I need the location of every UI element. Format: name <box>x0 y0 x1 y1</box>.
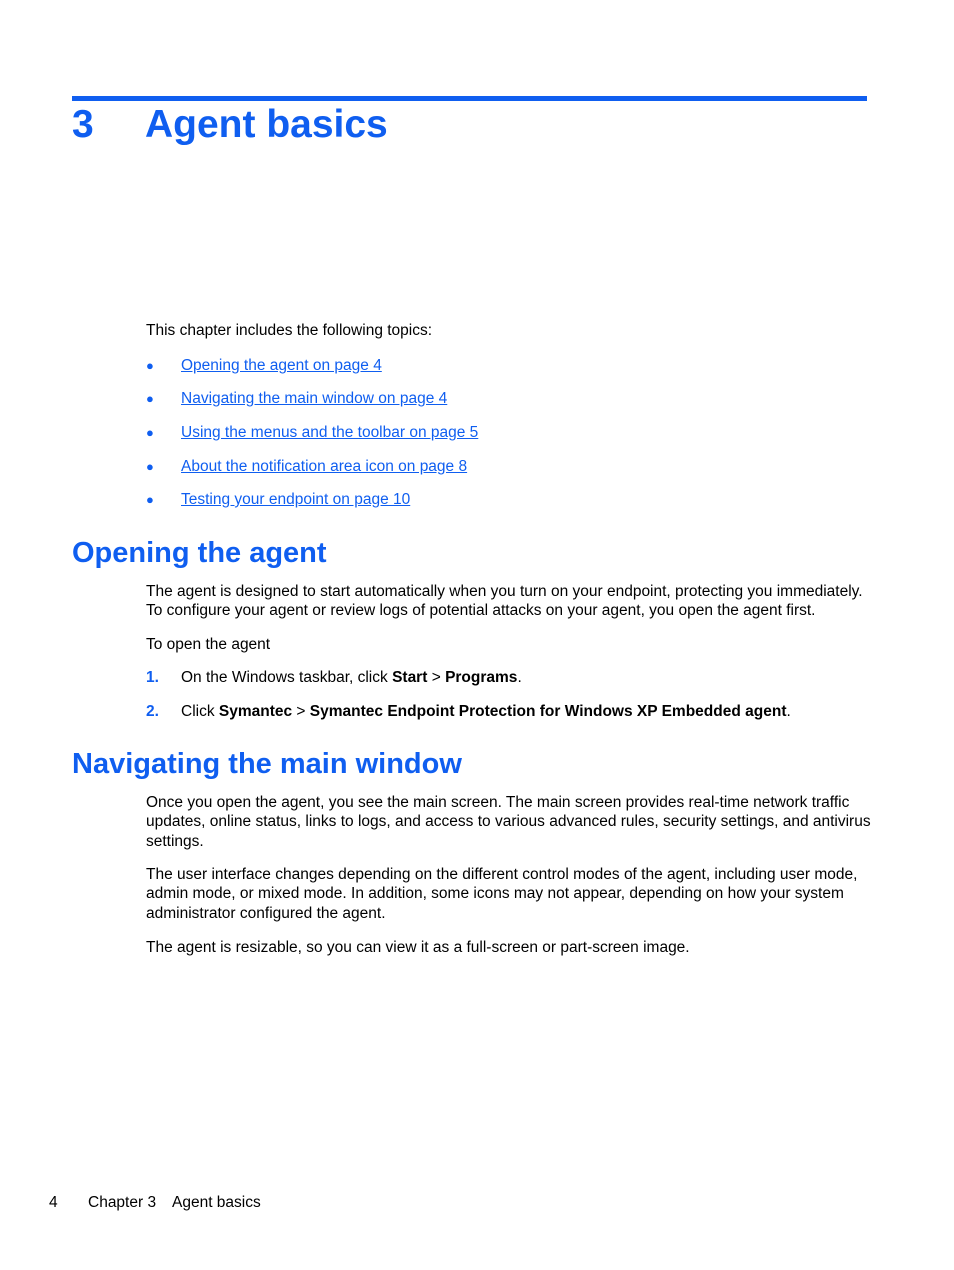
chapter-rule <box>72 96 867 101</box>
topic-link-menus[interactable]: Using the menus and the toolbar on page 5 <box>181 424 479 441</box>
bullet-icon: ● <box>146 425 154 440</box>
topic-link-testing[interactable]: Testing your endpoint on page 10 <box>181 491 411 508</box>
chapter-number: 3 <box>72 103 94 146</box>
topic-link-navigating[interactable]: Navigating the main window on page 4 <box>181 390 448 407</box>
bullet-icon: ● <box>146 391 154 406</box>
step-number: 1. <box>146 669 159 686</box>
topic-link-notification[interactable]: About the notification area icon on page 8 <box>181 458 468 475</box>
footer-chapter-label: Chapter 3 <box>88 1194 157 1211</box>
section-heading-opening: Opening the agent <box>72 537 327 569</box>
section-heading-navigating: Navigating the main window <box>72 748 462 780</box>
bullet-icon: ● <box>146 459 154 474</box>
navigating-paragraph-1: Once you open the agent, you see the main screen. The main screen provides real-time network traffic updates, online status, links to logs, and access to various advanced rules, security settings, and antivirus settings. <box>146 794 871 850</box>
footer-chapter-title: Agent basics <box>172 1194 261 1211</box>
step-number: 2. <box>146 703 159 720</box>
navigating-paragraph-3: The agent is resizable, so you can view it as a full-screen or part-screen image. <box>146 939 690 956</box>
navigating-paragraph-2: The user interface changes depending on the different control modes of the agent, including user mode, admin mode, or mixed mode. In addition, some icons may not appear, depending on how your system administrator configured the agent. <box>146 866 858 922</box>
step-text: Click Symantec > Symantec Endpoint Protection for Windows XP Embedded agent. <box>181 703 791 720</box>
topic-link-opening[interactable]: Opening the agent on page 4 <box>181 357 382 374</box>
intro-text: This chapter includes the following topics: <box>146 322 433 339</box>
bullet-icon: ● <box>146 492 154 507</box>
procedure-title: To open the agent <box>146 636 271 653</box>
opening-paragraph: The agent is designed to start automatically when you turn on your endpoint, protecting you immediately. To configure your agent or review logs of potential attacks on your agent, you open the agent first. <box>146 583 863 620</box>
bullet-icon: ● <box>146 358 154 373</box>
chapter-title: Agent basics <box>145 103 388 146</box>
step-text: On the Windows taskbar, click Start > Programs. <box>181 669 522 686</box>
page-number: 4 <box>49 1194 58 1211</box>
